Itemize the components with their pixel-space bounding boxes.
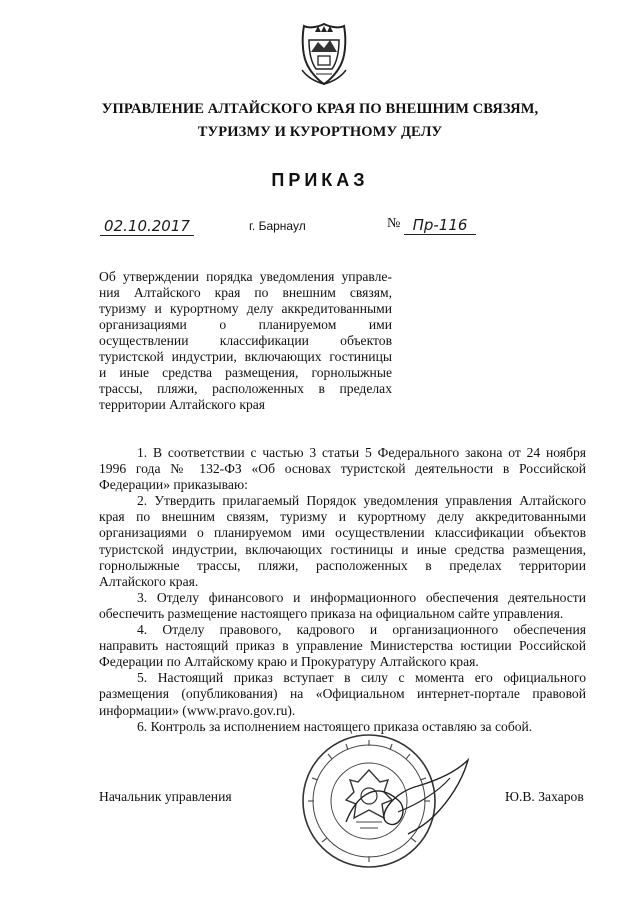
organization-name-line-1: УПРАВЛЕНИЕ АЛТАЙСКОГО КРАЯ ПО ВНЕШНИМ СВЯЗЯМ, bbox=[101, 101, 539, 117]
body-line: организациями о планируемом ими осуществлении классификации объектов bbox=[99, 525, 586, 541]
body-line: края по внешним связям, туризму и курортному делу аккредитованными bbox=[99, 509, 586, 525]
paragraph-5 bbox=[99, 670, 586, 718]
signatory-position: Начальник управления bbox=[99, 789, 232, 804]
body-line: 2. Утвердить прилагаемый Порядок уведомления управления Алтайского bbox=[137, 493, 586, 509]
body-line: информации» (www.pravo.gov.ru). bbox=[99, 702, 296, 718]
paragraph-2 bbox=[99, 493, 586, 590]
organization-name-line-2: ТУРИЗМУ И КУРОРТНОМУ ДЕЛУ bbox=[197, 124, 443, 140]
body-line: Федерации по Алтайскому краю и Прокуратуру Алтайского края. bbox=[99, 654, 479, 670]
subject-line: территории Алтайского края bbox=[99, 397, 266, 412]
body-line: туристской индустрии, включающих гостиницы и иные средства размещения, bbox=[99, 541, 586, 557]
body-line: 3. Отделу финансового и информационного обеспечения деятельности bbox=[137, 589, 586, 605]
city-label: г. Барнаул bbox=[249, 219, 306, 233]
signatory-name: Ю.В. Захаров bbox=[505, 789, 584, 804]
coat-of-arms-icon bbox=[296, 22, 352, 86]
handwritten-signature-icon bbox=[338, 752, 478, 842]
subject-line: туристской индустрии, включающих гостиницы bbox=[99, 349, 392, 364]
subject-line: Об утверждении порядка уведомления управле- bbox=[99, 269, 392, 284]
body-line: Алтайского края. bbox=[99, 573, 199, 589]
subject-line: туризму и курортному делу аккредитованными bbox=[99, 301, 392, 316]
subject-line: трассы, пляжи, расположенных в пределах bbox=[99, 381, 392, 396]
body-line: Федерации» приказываю: bbox=[99, 477, 248, 493]
body-line: 1. В соответствии с частью 3 статьи 5 Федерального закона от 24 ноября bbox=[137, 445, 586, 460]
paragraph-1 bbox=[99, 445, 586, 493]
subject-line: ния Алтайского края по внешним связям, bbox=[99, 285, 392, 300]
body-line: 1996 года № 132-ФЗ «Об основах туристской деятельности в Российской bbox=[99, 461, 586, 477]
body-line: 5. Настоящий приказ вступает в силу с момента его официального bbox=[137, 670, 586, 686]
subject-line: и иные средства размещения, горнолыжные bbox=[99, 365, 392, 380]
body-line: обеспечить размещение настоящего приказа на официальном сайте управления. bbox=[99, 605, 564, 621]
paragraph-3 bbox=[99, 590, 586, 622]
body-line: горнолыжные трассы, пляжи, расположенных в пределах территории bbox=[99, 557, 586, 573]
subject-line: осуществлении классификации объектов bbox=[99, 333, 392, 348]
order-subject bbox=[99, 269, 392, 413]
body-line: направить настоящий приказ в управление Министерства юстиции Российской bbox=[99, 638, 586, 654]
body-line: 4. Отделу правового, кадрового и организационного обеспечения bbox=[137, 622, 586, 638]
order-date: 02.10.2017 bbox=[100, 217, 194, 236]
paragraph-4 bbox=[99, 622, 586, 670]
order-body bbox=[99, 445, 586, 735]
document-title: ПРИКАЗ bbox=[271, 170, 369, 190]
body-line: 6. Контроль за исполнением настоящего приказа оставляю за собой. bbox=[137, 718, 533, 734]
subject-line: организациями о планируемом ими bbox=[99, 317, 392, 332]
order-number: Пр-116 bbox=[404, 216, 476, 235]
number-sign: № bbox=[387, 216, 401, 231]
body-line: размещения (опубликования) на «Официальном интернет-портале правовой bbox=[99, 686, 586, 702]
